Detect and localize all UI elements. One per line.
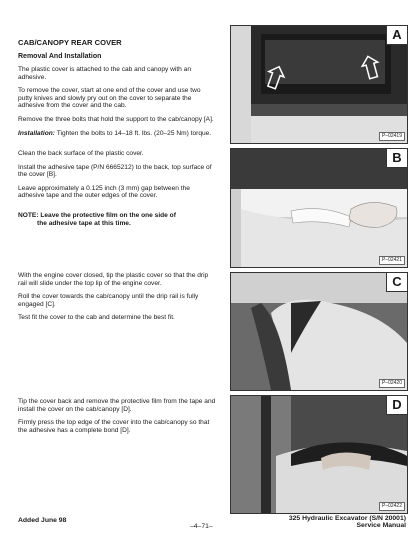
- figure-code: P–02420: [379, 379, 405, 388]
- paragraph: Clean the back surface of the plastic cover.: [18, 150, 144, 157]
- page-number: –4–71–: [190, 523, 213, 530]
- note: [18, 212, 216, 227]
- figure-a-photo: [231, 26, 407, 143]
- figure-c: [230, 272, 408, 391]
- footer-left: Added June 98: [18, 517, 67, 524]
- footer-right-line-1: 325 Hydraulic Excavator (S/N 20001): [288, 515, 406, 522]
- installation-paragraph: [18, 130, 216, 138]
- text-block-4: [18, 398, 216, 440]
- figure-d-photo: [231, 396, 407, 513]
- paragraph: Remove the three bolts that hold the support to the cab/canopy [A].: [18, 115, 214, 123]
- text-block-1: [18, 53, 216, 143]
- figure-c-photo: [231, 273, 407, 390]
- note-line-2: the adhesive tape at this time.: [37, 219, 131, 227]
- figure-b: [230, 148, 408, 268]
- figure-letter: B: [386, 149, 407, 168]
- paragraph: Install the adhesive tape (P/N 6665212) to the back, top surface of the cover [B].: [18, 163, 212, 179]
- figure-code: P–02421: [379, 256, 405, 265]
- footer-right-line-2: Service Manual: [356, 522, 406, 529]
- note-line-1: NOTE: Leave the protective film on the one side of: [18, 211, 176, 219]
- figure-letter: D: [386, 396, 407, 415]
- figure-letter: C: [386, 273, 407, 292]
- installation-label: Installation:: [18, 129, 55, 137]
- paragraph: Tip the cover back and remove the protective film from the tape and install the cover on the cab/canopy [D].: [18, 398, 216, 413]
- figure-letter: A: [386, 26, 407, 45]
- text-block-2: [18, 150, 216, 227]
- page-title: CAB/CANOPY REAR COVER: [18, 38, 122, 47]
- figure-code: P–02419: [379, 132, 405, 141]
- figure-a: [230, 25, 408, 144]
- paragraph: To remove the cover, start at one end of the cover and use two putty knives and slowly pry out on the cover to separate the adhesive from the cover and the cab.: [18, 87, 201, 110]
- figure-b-photo: [231, 149, 407, 267]
- paragraph: Test fit the cover to the cab and determine the best fit.: [18, 314, 175, 322]
- figure-code: P–02422: [379, 502, 405, 511]
- paragraph: With the engine cover closed, tip the plastic cover so that the drip rail will slide under the top lip of the engine cover.: [18, 272, 209, 287]
- figure-d: [230, 395, 408, 514]
- section-heading: Removal And Installation: [18, 53, 102, 60]
- paragraph: Firmly press the top edge of the cover into the cab/canopy so that the adhesive has a complete bond [D].: [18, 419, 210, 434]
- text-block-3: [18, 272, 216, 328]
- installation-text: Tighten the bolts to 14–18 ft. lbs. (20–25 Nm) torque.: [56, 129, 212, 137]
- paragraph: Roll the cover towards the cab/canopy until the drip rail is fully engaged [C].: [18, 293, 199, 308]
- paragraph: Leave approximately a 0.125 inch (3 mm) gap between the adhesive tape and the outer edges of the cover.: [18, 184, 190, 200]
- paragraph: The plastic cover is attached to the cab and canopy with an adhesive.: [18, 66, 192, 81]
- footer-right: [289, 515, 406, 529]
